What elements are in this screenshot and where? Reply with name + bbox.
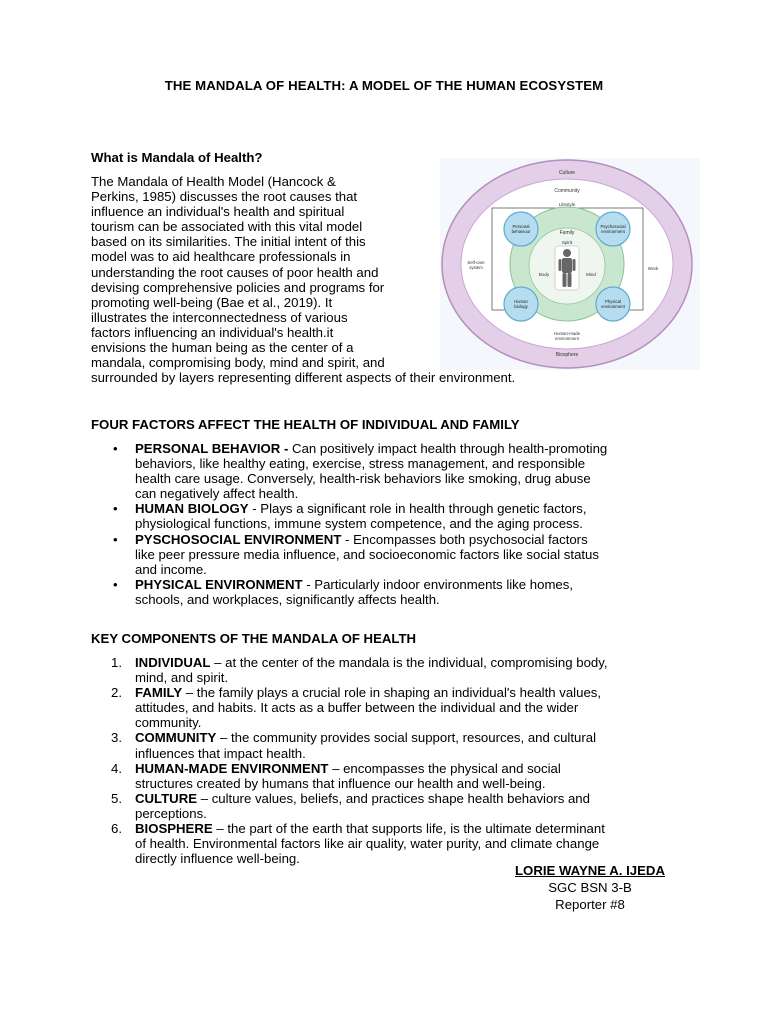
physical-environment-label-2: environment [601,304,625,309]
human-made-label-2: environment [555,336,579,341]
item-term: INDIVIDUAL [135,655,211,670]
intro-line: Perkins, 1985) discusses the root causes that [91,189,358,205]
item-text: – the community provides social support, resources, and cultural [216,730,597,746]
bullet-icon: • [113,441,118,456]
item-text: directly influence well-being. [135,851,300,867]
reporter-number: Reporter #8 [555,897,625,912]
item-text: and income. [135,561,207,577]
item-text: – culture values, beliefs, and practices shape health behaviors and [197,790,590,806]
item-text: like peer pressure media influence, and socioeconomic factors like social status [135,546,599,562]
mandala-diagram [440,158,700,370]
community-label: Community [554,188,580,194]
biosphere-label: Biosphere [555,352,579,358]
list-item [91,685,701,730]
intro-line: mandala, compromising body, mind and spirit, and [91,355,385,371]
spirit-label: Spirit [561,240,573,245]
intro-line: surrounded by layers representing different aspects of their environment. [91,370,516,386]
list-item [91,821,701,866]
intro-line: illustrates the interconnectedness of various [91,309,348,325]
personal-behaviour-label-2: behaviour [511,229,531,234]
item-term: PYSCHOSOCIAL ENVIRONMENT [135,531,342,547]
item-text: - Encompasses both psychosocial factors [341,531,588,547]
item-text: schools, and workplaces, significantly affects health. [135,591,440,607]
section-heading-what: What is Mandala of Health? [91,150,263,165]
list-item [91,761,701,791]
intro-line: understanding the root causes of poor health and [91,264,379,280]
item-number: 4. [111,760,122,776]
intro-line: devising comprehensive policies and programs for [91,279,385,295]
item-text: - Particularly indoor environments like homes, [302,576,574,592]
bullet-icon: • [113,501,118,517]
family-label: Family [559,230,575,236]
reporter-name: LORIE WAYNE A. IJEDA [515,863,665,878]
intro-line: promoting well-being (Bae et al., 2019). It [91,294,333,310]
human-biology-label-1: Human [514,299,528,304]
item-number: 5. [111,790,122,806]
intro-line: influence an individual's health and spiritual [91,204,345,220]
human-biology-label-2: biology [514,304,528,309]
mind-label: Mind [586,272,596,277]
item-text: community. [135,715,202,731]
intro-line: The Mandala of Health Model (Hancock & [91,174,336,189]
item-text: – encompasses the physical and social [328,760,561,776]
physical-environment-label-1: Physical [604,299,622,304]
item-text: – at the center of the mandala is the individual, compromising body, [210,655,608,670]
item-term: HUMAN BIOLOGY [135,501,249,517]
item-text: physiological functions, immune system competence, and the aging process. [135,516,583,532]
intro-line: envisions the human being as the center of a [91,340,354,356]
item-text: Can positively impact health through health-promoting [288,441,608,456]
item-number: 3. [111,730,122,746]
item-term: PHYSICAL ENVIRONMENT [135,576,303,592]
item-text: of health. Environmental factors like air quality, water purity, and climate change [135,836,600,852]
key-components-list [91,655,701,866]
item-text: mind, and spirit. [135,670,229,686]
intro-line: based on its similarities. The initial intent of this [91,234,366,250]
item-text: health care usage. Conversely, health-risk behaviors like smoking, drug abuse [135,471,591,487]
lifestyle-label: Lifestyle [558,202,576,207]
document-title: THE MANDALA OF HEALTH: A MODEL OF THE HUMAN ECOSYSTEM [164,78,604,93]
self-care-label-2: system [469,265,483,270]
item-term: FAMILY [135,685,183,701]
intro-line: tourism can be associated with this vital model [91,219,363,235]
list-item [91,441,701,501]
item-number: 2. [111,685,122,701]
item-text: – the part of the earth that supports life, is the ultimate determinant [212,821,605,837]
item-text: influences that impact health. [135,745,306,761]
item-number: 6. [111,821,122,837]
item-text: perceptions. [135,805,207,821]
item-term: COMMUNITY [135,730,217,746]
list-item [91,532,701,577]
intro-line: model was to aid healthcare professionals in [91,249,351,265]
item-text: – the family plays a crucial role in shaping an individual's health values, [182,685,602,701]
section-heading-four-factors: FOUR FACTORS AFFECT THE HEALTH OF INDIVIDUAL AND FAMILY [91,417,520,432]
item-text: attitudes, and habits. It acts as a buffer between the individual and the wider [135,700,579,716]
culture-label: Culture [558,170,576,176]
work-label: Work [647,266,659,271]
list-item [91,730,701,760]
item-term: PERSONAL BEHAVIOR - [135,441,289,456]
list-item [91,791,701,821]
psychosocial-label-1: Psychosocial [600,224,626,229]
item-term: BIOSPHERE [135,821,213,837]
item-number: 1. [111,655,122,670]
psychosocial-label-2: environment [601,229,625,234]
item-term: CULTURE [135,790,198,806]
intro-line: factors influencing an individual's health.it [91,324,334,340]
four-factors-list [91,441,701,607]
signature-block [480,862,700,913]
item-text: structures created by humans that influence our health and well-being. [135,775,546,791]
item-term: HUMAN-MADE ENVIRONMENT [135,760,329,776]
section-heading-key-components: KEY COMPONENTS OF THE MANDALA OF HEALTH [91,631,417,646]
human-made-label-1: Human-made [553,331,581,336]
list-item [91,577,701,607]
bullet-icon: • [113,576,118,592]
item-text: - Plays a significant role in health through genetic factors, [248,501,587,517]
mandala-svg [440,158,700,370]
body-label: Body [538,272,550,277]
item-text: can negatively affect health. [135,486,299,502]
personal-behaviour-label-1: Personal [512,224,530,229]
self-care-label-1: Self-care [467,260,485,265]
list-item [91,655,701,685]
reporter-section: SGC BSN 3-B [548,880,632,895]
item-text: behaviors, like healthy eating, exercise, stress management, and responsible [135,456,586,472]
list-item [91,501,701,531]
bullet-icon: • [113,531,118,547]
